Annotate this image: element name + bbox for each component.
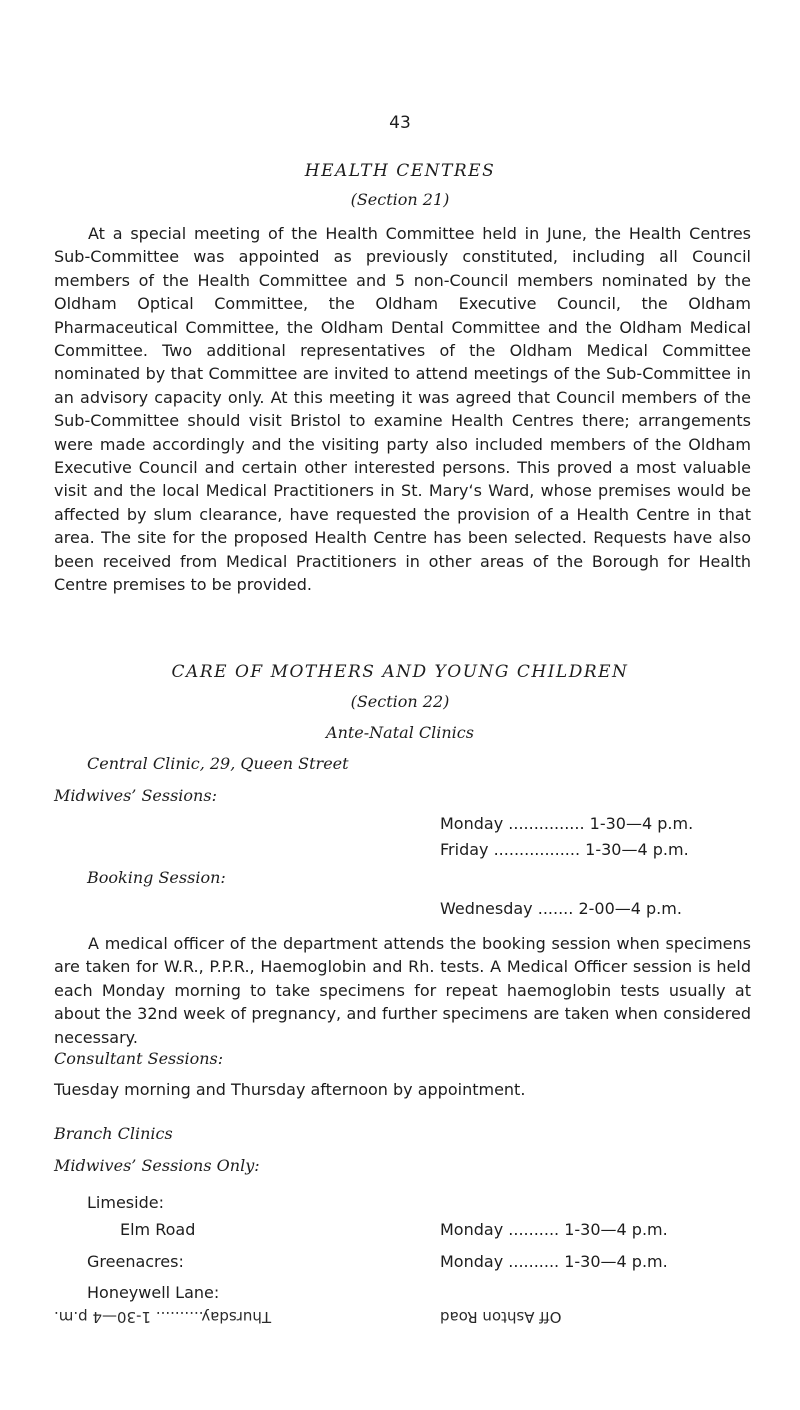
honeywell-lane-label: Honeywell Lane: <box>87 1283 220 1302</box>
central-clinic-label: Central Clinic, 29, Queen Street <box>87 754 349 773</box>
session-day: Monday <box>440 1220 504 1239</box>
medical-officer-paragraph-text: A medical officer of the department attends the booking session when specimens are taken for W.R., P.P.R., Haemoglobin and Rh. tests. A Medical Officer session is held each Monday morning to take specimens for repeat haemoglobin tests usually at about the 32nd week of pregnancy, and further specimens are taken when considered necessary. <box>54 934 751 1047</box>
session-day: Wednesday <box>440 899 533 918</box>
consultant-sessions-label: Consultant Sessions: <box>54 1049 224 1068</box>
session-dots: ............... <box>508 814 585 833</box>
session-time: 1-30—4 p.m. <box>564 1252 668 1271</box>
ante-natal-subtitle: Ante-Natal Clinics <box>326 723 474 742</box>
care-section: (Section 22) <box>350 692 450 711</box>
limeside-label: Limeside: <box>87 1193 164 1212</box>
greenacres-session <box>440 1252 668 1271</box>
session-time: 1-30—4 p.m. <box>589 814 694 833</box>
session-day: Monday <box>440 1252 504 1271</box>
honeywell-session-upside-down: Thursday.......... 1-30—4 p.m. <box>54 1308 272 1326</box>
elm-road-session <box>440 1220 668 1239</box>
health-centres-heading: HEALTH CENTRES <box>304 161 496 181</box>
elm-road-label: Elm Road <box>120 1220 196 1239</box>
branch-clinics-label: Branch Clinics <box>54 1124 173 1143</box>
session-time: 2-00—4 p.m. <box>578 899 682 918</box>
consultant-sessions-text: Tuesday morning and Thursday afternoon by appointment. <box>54 1080 526 1099</box>
session-dots: ................. <box>493 840 581 859</box>
greenacres-label: Greenacres: <box>87 1252 184 1271</box>
branch-midwives-label: Midwives’ Sessions Only: <box>54 1156 260 1175</box>
session-day: Monday <box>440 814 504 833</box>
session-time: 1-30—4 p.m. <box>564 1220 668 1239</box>
page-number: 43 <box>389 113 411 133</box>
session-day: Friday <box>440 840 489 859</box>
health-centres-section: (Section 21) <box>350 190 450 209</box>
care-heading: CARE OF MOTHERS AND YOUNG CHILDREN <box>171 662 629 682</box>
midwives-session-row <box>440 814 693 833</box>
booking-session-label: Booking Session: <box>87 868 226 887</box>
off-ashton-road-upside-down: Off Ashton Road <box>440 1308 562 1326</box>
health-centres-paragraph-text: At a special meeting of the Health Committee held in June, the Health Centres Sub-Committee was appointed as previously constituted, including all Council members of the Health Committee and 5 non-Council members nominated by the Oldham Optical Committee, the Oldham Executive Council, the Oldham Pharmaceutical Committee, the Oldham Dental Committee and the Oldham Medical Committee. Two additional representatives of the Oldham Medical Committee nominated by that Committee are invited to attend meetings of the Sub-Committee in an advisory capacity only. At this meeting it was agreed that Council members of the Sub-Committee should visit Bristol to examine Health Centres there; arrangements were made accordingly and the visiting party also included members of the Oldham Executive Council and certain other interested persons. This proved a most valuable visit and the local Medical Practitioners in St. Mary‘s Ward, whose premises would be affected by slum clearance, have requested the provision of a Health Centre in that area. The site for the proposed Health Centre has been selected. Requests have also been received from Medical Practitioners in other areas of the Borough for Health Centre premises to be provided. <box>54 224 751 595</box>
midwives-session-row <box>440 840 689 859</box>
medical-officer-paragraph <box>54 932 751 1049</box>
health-centres-paragraph <box>54 222 751 597</box>
midwives-sessions-label: Midwives’ Sessions: <box>54 786 217 805</box>
session-dots: .......... <box>508 1220 560 1239</box>
session-time: 1-30—4 p.m. <box>585 840 689 859</box>
session-dots: ....... <box>537 899 574 918</box>
booking-session-row <box>440 899 682 918</box>
session-dots: .......... <box>508 1252 560 1271</box>
